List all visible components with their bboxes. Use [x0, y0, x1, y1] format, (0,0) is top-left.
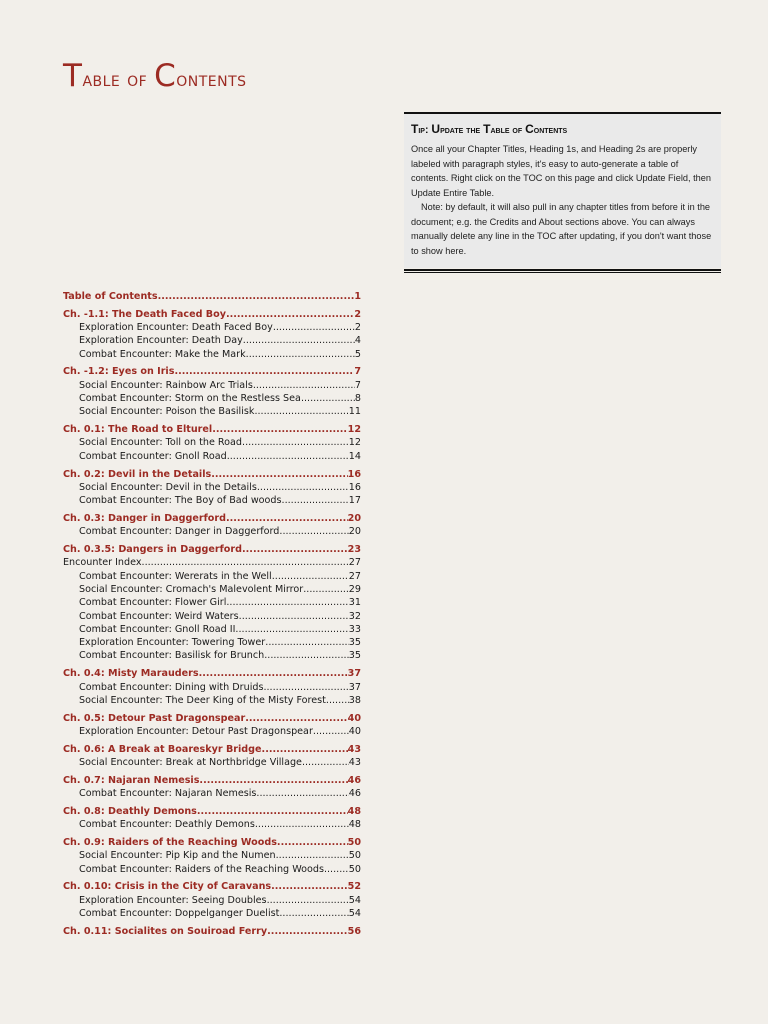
- toc-entry[interactable]: [63, 482, 361, 495]
- toc-entry-title: Ch. 0.8: Deathly Demons: [63, 805, 197, 817]
- toc-chapter-entry[interactable]: [63, 744, 361, 757]
- toc-entry-title: Ch. -1.2: Eyes on Iris: [63, 366, 175, 378]
- toc-entry-title: Social Encounter: Poison the Basilisk: [79, 406, 255, 418]
- toc-entry-title: Ch. 0.10: Crisis in the City of Caravans: [63, 881, 272, 893]
- toc-entry-title: Ch. 0.11: Socialites on Souiroad Ferry: [63, 925, 268, 937]
- toc-entry-title: Combat Encounter: Basilisk for Brunch: [79, 650, 265, 662]
- toc-page-number: 38: [348, 694, 361, 706]
- toc-page-number: 2: [354, 322, 361, 334]
- toc-entry-title: Social Encounter: Rainbow Arc Trials: [79, 379, 253, 391]
- toc-chapter-entry[interactable]: [63, 291, 361, 304]
- toc-entry-title: Ch. 0.2: Devil in the Details: [63, 468, 212, 480]
- toc-page-number: 48: [347, 805, 361, 817]
- toc-leader-dots: [257, 482, 349, 493]
- toc-leader-dots: [243, 335, 355, 346]
- toc-chapter-entry[interactable]: [63, 366, 361, 379]
- toc-leader-dots: [279, 908, 348, 919]
- toc-entry-title: Combat Encounter: Weird Waters: [79, 610, 239, 622]
- toc-entry[interactable]: [63, 650, 361, 663]
- toc-page-number: 32: [348, 610, 361, 622]
- page-title: [63, 58, 247, 94]
- toc-leader-dots: [264, 650, 349, 661]
- toc-entry-title: Combat Encounter: The Boy of Bad woods: [79, 495, 282, 507]
- toc-page-number: 27: [348, 570, 361, 582]
- toc-page-number: 56: [347, 925, 361, 937]
- toc-entry-title: Social Encounter: Cromach's Malevolent Mirror: [79, 583, 304, 595]
- toc-entry[interactable]: [63, 451, 361, 464]
- toc-leader-dots: [235, 624, 348, 635]
- toc-page-number: 35: [348, 637, 361, 649]
- toc-entry-title: Combat Encounter: Deathly Demons: [79, 819, 255, 831]
- toc-entry-title: Exploration Encounter: Death Faced Boy: [79, 322, 273, 334]
- toc-page-number: 27: [348, 557, 361, 569]
- toc-page-number: 35: [348, 650, 361, 662]
- toc-entry-title: Combat Encounter: Dining with Druids: [79, 681, 264, 693]
- toc-page-number: 20: [348, 526, 361, 538]
- toc-page-number: 16: [348, 481, 361, 493]
- toc-leader-dots: [199, 668, 348, 679]
- toc-leader-dots: [276, 850, 349, 861]
- toc-entry[interactable]: [63, 584, 361, 597]
- toc-entry-title: Ch. 0.5: Detour Past Dragonspear: [63, 712, 246, 724]
- toc-entry-title: Combat Encounter: Wererats in the Well: [79, 570, 272, 582]
- toc-entry-title: Combat Encounter: Gnoll Road: [79, 450, 227, 462]
- toc-page-number: 50: [347, 836, 361, 848]
- toc-chapter-entry[interactable]: [63, 837, 361, 850]
- toc-leader-dots: [279, 526, 348, 537]
- toc-entry-title: Table of Contents: [63, 291, 158, 302]
- toc-page-number: 8: [354, 393, 361, 405]
- toc-entry-title: Combat Encounter: Gnoll Road II: [79, 623, 236, 635]
- toc-leader-dots: [267, 895, 349, 906]
- toc-chapter-entry[interactable]: [63, 513, 361, 526]
- toc-chapter-entry[interactable]: [63, 668, 361, 681]
- toc-page-number: 40: [347, 712, 361, 724]
- toc-entry-title: Ch. 0.6: A Break at Boareskyr Bridge: [63, 743, 262, 755]
- toc-leader-dots: [174, 366, 354, 377]
- toc-entry-title: Exploration Encounter: Seeing Doubles: [79, 894, 267, 906]
- toc-leader-dots: [267, 926, 347, 937]
- toc-page-number: 54: [348, 894, 361, 906]
- toc-entry[interactable]: [63, 335, 361, 348]
- toc-entry[interactable]: [63, 571, 361, 584]
- toc-entry-title: Exploration Encounter: Towering Tower: [79, 637, 266, 649]
- toc-entry[interactable]: [63, 637, 361, 650]
- toc-page-number: 50: [348, 863, 361, 875]
- toc-page-number: 52: [347, 881, 361, 893]
- toc-entry[interactable]: [63, 788, 361, 801]
- toc-leader-dots: [271, 881, 348, 892]
- toc-entry[interactable]: [63, 895, 361, 908]
- toc-page-number: 16: [347, 468, 361, 480]
- toc-entry-title: Ch. 0.3.5: Dangers in Daggerford: [63, 544, 243, 556]
- toc-leader-dots: [282, 495, 349, 506]
- toc-leader-dots: [239, 611, 349, 622]
- tip-box: [404, 112, 721, 268]
- toc-page-number: 37: [348, 681, 361, 693]
- toc-page-number: 46: [347, 774, 361, 786]
- toc-leader-dots: [256, 788, 348, 799]
- toc-leader-dots: [265, 637, 349, 648]
- toc-chapter-entry[interactable]: [63, 424, 361, 437]
- toc-entry[interactable]: [63, 819, 361, 832]
- toc-leader-dots: [301, 393, 355, 404]
- tip-title: Tip: Update the Table of Contents: [411, 122, 568, 136]
- toc-entry[interactable]: [63, 349, 361, 362]
- toc-entry-title: Exploration Encounter: Detour Past Dragonspear: [79, 725, 313, 737]
- toc-chapter-entry[interactable]: [63, 309, 361, 322]
- toc-entry[interactable]: [63, 557, 361, 570]
- toc-page-number: 43: [347, 743, 361, 755]
- toc-page-number: 23: [347, 544, 361, 556]
- toc-leader-dots: [263, 682, 348, 693]
- toc-leader-dots: [226, 597, 348, 608]
- toc-leader-dots: [255, 819, 349, 830]
- toc-leader-dots: [211, 469, 347, 480]
- toc-leader-dots: [197, 806, 348, 817]
- toc-entry[interactable]: [63, 597, 361, 610]
- toc-entry[interactable]: [63, 695, 361, 708]
- toc-chapter-entry[interactable]: [63, 926, 361, 939]
- toc-entry[interactable]: [63, 611, 361, 624]
- toc-chapter-entry[interactable]: [63, 713, 361, 726]
- toc-leader-dots: [199, 775, 347, 786]
- title-part: ontents: [176, 67, 247, 91]
- title-cap: T: [63, 58, 83, 94]
- toc-chapter-entry[interactable]: [63, 544, 361, 557]
- toc-page-number: 20: [347, 512, 361, 524]
- toc-page-number: 48: [348, 819, 361, 831]
- toc-page-number: 5: [354, 348, 361, 360]
- toc-leader-dots: [254, 406, 348, 417]
- toc-entry-title: Social Encounter: Pip Kip and the Numen: [79, 850, 276, 862]
- toc-entry[interactable]: [63, 864, 361, 877]
- toc-leader-dots: [277, 837, 348, 848]
- toc-leader-dots: [212, 424, 347, 435]
- toc-page-number: 37: [347, 668, 361, 680]
- toc-entry[interactable]: [63, 682, 361, 695]
- toc-leader-dots: [245, 713, 347, 724]
- toc-entry[interactable]: [63, 850, 361, 863]
- toc-leader-dots: [324, 864, 349, 875]
- toc-page-number: 2: [354, 308, 361, 320]
- toc-entry-title: Social Encounter: Devil in the Details: [79, 481, 257, 493]
- toc-page-number: 1: [354, 291, 361, 302]
- toc-entry-title: Ch. 0.7: Najaran Nemesis: [63, 774, 200, 786]
- toc-page-number: 7: [354, 379, 361, 391]
- toc-entry-title: Combat Encounter: Raiders of the Reaching Woods: [79, 863, 324, 875]
- toc-entry-title: Ch. 0.9: Raiders of the Reaching Woods: [63, 836, 277, 848]
- toc-entry-title: Ch. -1.1: The Death Faced Boy: [63, 308, 226, 320]
- toc-page-number: 54: [348, 907, 361, 919]
- toc-leader-dots: [158, 291, 355, 302]
- toc-page-number: 31: [348, 597, 361, 609]
- toc-leader-dots: [246, 349, 355, 360]
- toc-leader-dots: [226, 309, 354, 320]
- toc-entry[interactable]: [63, 393, 361, 406]
- toc-leader-dots: [242, 544, 348, 555]
- toc-chapter-entry[interactable]: [63, 806, 361, 819]
- toc-leader-dots: [273, 322, 355, 333]
- toc-leader-dots: [142, 557, 349, 568]
- toc-entry-title: Combat Encounter: Danger in Daggerford: [79, 526, 280, 538]
- toc-chapter-entry[interactable]: [63, 775, 361, 788]
- toc-leader-dots: [227, 451, 349, 462]
- toc-entry[interactable]: [63, 526, 361, 539]
- toc-entry-title: Ch. 0.4: Misty Marauders: [63, 668, 199, 680]
- toc-leader-dots: [303, 584, 349, 595]
- title-cap: C: [154, 58, 177, 94]
- toc-page-number: 40: [348, 725, 361, 737]
- toc-page-number: 17: [348, 495, 361, 507]
- toc-page-number: 29: [348, 583, 361, 595]
- toc-chapter-entry[interactable]: [63, 469, 361, 482]
- toc-page-number: 46: [348, 788, 361, 800]
- toc-leader-dots: [272, 571, 349, 582]
- toc-entry-title: Combat Encounter: Storm on the Restless Sea: [79, 393, 301, 405]
- toc-page-number: 11: [348, 406, 361, 418]
- toc-entry[interactable]: [63, 380, 361, 393]
- tip-paragraph: Once all your Chapter Titles, Heading 1s, and Heading 2s are properly labeled with paragraph styles, it's easy to auto-generate a table of contents. Right click on the TOC on this page and click Update Field, then Update Entire Table.: [411, 144, 711, 198]
- toc-page-number: 7: [354, 366, 361, 378]
- toc-entry[interactable]: [63, 908, 361, 921]
- tip-note: Note: by default, it will also pull in any chapter titles from before it in the document; e.g. the Credits and About sections above. You can always manually delete any line in the TOC after updating, if you don't want those to show here.: [411, 202, 712, 256]
- toc-leader-dots: [262, 744, 348, 755]
- toc-entry-title: Social Encounter: Toll on the Road: [79, 437, 243, 449]
- toc-chapter-entry[interactable]: [63, 881, 361, 894]
- toc-entry[interactable]: [63, 406, 361, 419]
- toc-entry-title: Exploration Encounter: Death Day: [79, 335, 243, 347]
- toc-page-number: 14: [348, 450, 361, 462]
- toc-leader-dots: [242, 437, 349, 448]
- toc-entry-title: Social Encounter: The Deer King of the Misty Forest: [79, 694, 326, 706]
- toc-entry[interactable]: [63, 726, 361, 739]
- toc-page-number: 4: [354, 335, 361, 347]
- toc-entry-title: Ch. 0.3: Danger in Daggerford: [63, 512, 226, 524]
- toc-entry[interactable]: [63, 624, 361, 637]
- toc-page-number: 43: [348, 757, 361, 768]
- toc-entry-title: Combat Encounter: Make the Mark: [79, 348, 246, 360]
- toc-entry[interactable]: [63, 322, 361, 335]
- toc-entry-title: Combat Encounter: Najaran Nemesis: [79, 788, 257, 800]
- table-of-contents: [63, 291, 361, 939]
- toc-entry-title: Social Encounter: Break at Northbridge Village: [79, 757, 302, 768]
- toc-leader-dots: [313, 726, 349, 737]
- toc-entry[interactable]: [63, 495, 361, 508]
- toc-leader-dots: [326, 695, 349, 706]
- toc-entry-title: Ch. 0.1: The Road to Elturel: [63, 424, 213, 436]
- toc-entry-title: Combat Encounter: Flower Girl: [79, 597, 227, 609]
- toc-leader-dots: [302, 757, 349, 768]
- toc-leader-dots: [253, 380, 355, 391]
- title-part: able of: [82, 67, 148, 91]
- toc-page-number: 12: [347, 424, 361, 436]
- toc-page-number: 50: [348, 850, 361, 862]
- toc-leader-dots: [226, 513, 348, 524]
- toc-page-number: 33: [348, 623, 361, 635]
- toc-entry[interactable]: [63, 757, 361, 770]
- toc-entry[interactable]: [63, 437, 361, 450]
- toc-page-number: 12: [348, 437, 361, 449]
- toc-entry-title: Combat Encounter: Doppelganger Duelist: [79, 907, 280, 919]
- toc-entry-title: Encounter Index: [63, 557, 142, 569]
